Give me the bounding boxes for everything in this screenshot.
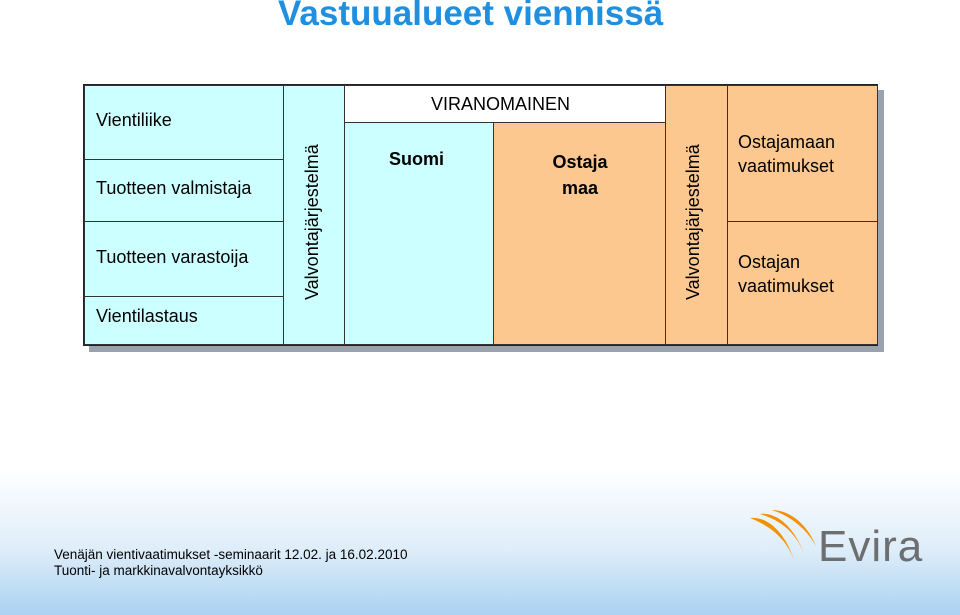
evira-logo-text: Evira: [818, 522, 924, 571]
finland-cell: [344, 122, 494, 345]
left-cell-storage: [84, 221, 284, 297]
left-cell-manufacturer: [84, 159, 284, 222]
footer-seminar-line: Venäjän vientivaatimukset -seminaarit 12.02. ja 16.02.2010: [54, 547, 408, 562]
left-label-manufacturer: Tuotteen valmistaja: [96, 178, 252, 198]
left-control-system-cell: [283, 85, 345, 345]
left-cell-loading: [84, 296, 284, 345]
authority-header-label: VIRANOMAINEN: [431, 94, 571, 114]
buyer-country-cell: [493, 122, 666, 345]
responsibility-diagram: [83, 84, 878, 346]
footer-unit-line: Tuonti- ja markkinavalvontayksikkö: [54, 563, 263, 578]
left-label-storage: Tuotteen varastoija: [96, 247, 249, 267]
left-label-loading: Vientilastaus: [96, 306, 198, 326]
right-label-buyer-req: Ostajan vaatimukset: [738, 252, 835, 296]
finland-label: Suomi: [389, 149, 445, 169]
right-cell-buyer-req: [727, 221, 878, 345]
left-cell-export-business: [84, 85, 284, 160]
authority-header-cell: [344, 85, 666, 123]
left-control-system-label: Valvontajärjestelmä: [302, 144, 322, 300]
right-control-system-label: Valvontajärjestelmä: [683, 144, 703, 300]
slide-title: Vastuualueet viennissä: [278, 0, 664, 33]
right-label-buyer-country-req: Ostajamaan vaatimukset: [738, 132, 836, 176]
right-control-system-cell: [665, 85, 728, 345]
buyer-country-label: Ostaja maa: [552, 152, 608, 198]
left-label-export-business: Vientiliike: [96, 110, 172, 130]
right-cell-buyer-country-req: [727, 85, 878, 222]
evira-logo-icon: [746, 508, 818, 568]
